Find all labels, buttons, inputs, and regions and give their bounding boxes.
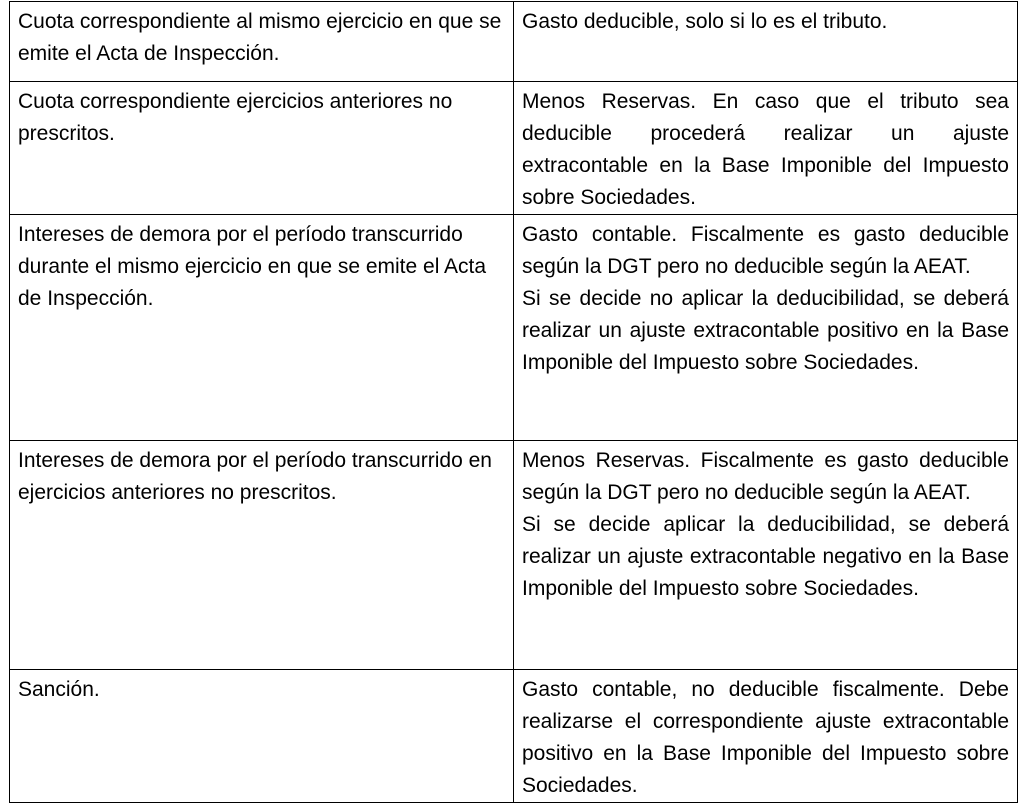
concept-cell bbox=[10, 82, 514, 215]
table-row bbox=[10, 215, 1018, 441]
concept-cell bbox=[10, 2, 514, 82]
treatment-text: Gasto contable. Fiscalmente es gasto deducible según la DGT pero no deducible según la AEAT. bbox=[522, 223, 1009, 278]
concept-text: Intereses de demora por el período transcurrido durante el mismo ejercicio en que se emite el Acta de Inspección. bbox=[18, 223, 487, 310]
concept-cell bbox=[10, 441, 514, 670]
treatment-text: Gasto contable, no deducible fiscalmente. Debe realizarse el correspondiente ajuste extracontable positivo en la Base Imponible del Impuesto sobre Sociedades. bbox=[522, 678, 1009, 797]
treatment-text: Menos Reservas. Fiscalmente es gasto deducible según la DGT pero no deducible según la AEAT. bbox=[522, 449, 1009, 504]
concept-cell bbox=[10, 215, 514, 441]
treatment-cell bbox=[514, 2, 1018, 82]
table-row bbox=[10, 441, 1018, 670]
treatment-cell bbox=[514, 82, 1018, 215]
concept-text: Intereses de demora por el período transcurrido en ejercicios anteriores no prescritos. bbox=[18, 449, 492, 504]
concept-cell bbox=[10, 670, 514, 803]
table-row bbox=[10, 82, 1018, 215]
table-row bbox=[10, 670, 1018, 803]
treatment-text: Si se decide no aplicar la deducibilidad, se deberá realizar un ajuste extracontable positivo en la Base Imponible del Impuesto sobre Sociedades. bbox=[522, 287, 1009, 374]
treatment-cell bbox=[514, 215, 1018, 441]
accounting-treatment-table bbox=[9, 1, 1018, 803]
concept-text: Sanción. bbox=[18, 678, 100, 701]
table-row bbox=[10, 2, 1018, 82]
treatment-text: Si se decide aplicar la deducibilidad, se deberá realizar un ajuste extracontable negativo en la Base Imponible del Impuesto sobre Sociedades. bbox=[522, 513, 1009, 600]
treatment-text: Menos Reservas. En caso que el tributo sea deducible procederá realizar un ajuste extracontable en la Base Imponible del Impuesto sobre Sociedades. bbox=[522, 90, 1009, 209]
treatment-text: Gasto deducible, solo si lo es el tributo. bbox=[522, 10, 888, 33]
concept-text: Cuota correspondiente al mismo ejercicio en que se emite el Acta de Inspección. bbox=[18, 10, 502, 65]
treatment-cell bbox=[514, 670, 1018, 803]
concept-text: Cuota correspondiente ejercicios anteriores no prescritos. bbox=[18, 90, 453, 145]
treatment-cell bbox=[514, 441, 1018, 670]
